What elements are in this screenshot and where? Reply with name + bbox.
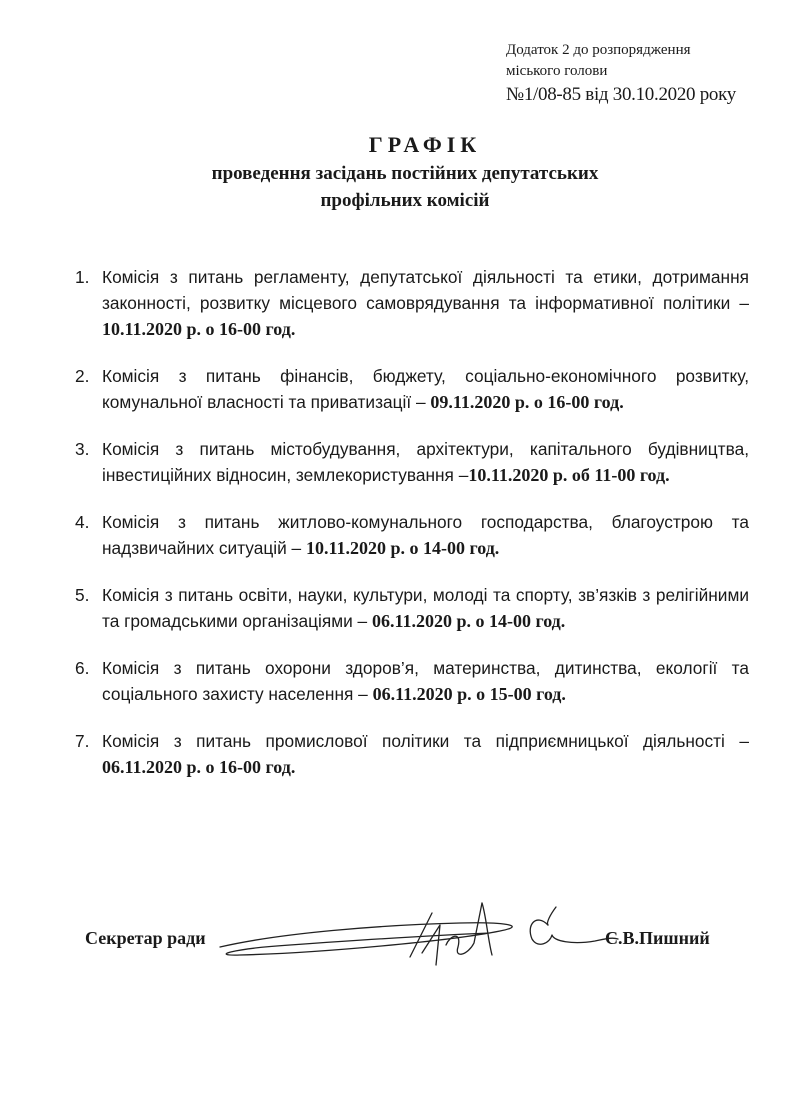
- list-item: [75, 728, 749, 780]
- commission-text: Комісія з питань промислової політики та підприємницької діяльності –: [102, 731, 749, 751]
- meeting-schedule: 09.11.2020 р. о 16-00 год.: [430, 392, 624, 412]
- commission-list: [75, 264, 749, 801]
- item-number: 1.: [75, 267, 90, 287]
- handwritten-signature: [200, 895, 620, 985]
- item-number: 4.: [75, 512, 90, 532]
- commission-text: Комісія з питань фінансів, бюджету, соціально-економічного розвитку, комунальної власності та приватизації –: [102, 366, 749, 412]
- list-item: [75, 264, 749, 342]
- commission-text: Комісія з питань охорони здоров’я, материнства, дитинства, екології та соціального захисту населення –: [102, 658, 749, 704]
- meeting-schedule: 10.11.2020 р. об 11-00 год.: [468, 465, 670, 485]
- list-item: [75, 363, 749, 415]
- list-item: [75, 582, 749, 634]
- item-number: 2.: [75, 366, 90, 386]
- meeting-schedule: 06.11.2020 р. о 14-00 год.: [371, 611, 566, 631]
- commission-text: Комісія з питань житлово-комунального господарства, благоустрою та надзвичайних ситуацій –: [102, 512, 749, 558]
- annex-order-number: №1/08-85 від 30.10.2020 року: [506, 84, 736, 105]
- title-main: ГРАФІК: [368, 132, 482, 157]
- item-number: 6.: [75, 658, 90, 678]
- item-number: 7.: [75, 731, 90, 751]
- annex-reference: [506, 40, 736, 108]
- list-item: [75, 509, 749, 561]
- commission-text: Комісія з питань містобудування, архітектури, капітального будівництва, інвестиційних відносин, землекористування –: [102, 439, 749, 485]
- annex-line-2: міського голови: [506, 63, 608, 79]
- document-title: [0, 130, 800, 214]
- signatory-name: С.В.Пишний: [605, 928, 710, 948]
- meeting-schedule: 10.11.2020 р. о 16-00 год.: [102, 319, 296, 339]
- item-number: 3.: [75, 439, 90, 459]
- meeting-schedule: 10.11.2020 р. о 14-00 год.: [305, 538, 500, 558]
- list-item: [75, 436, 749, 488]
- list-item: [75, 655, 749, 707]
- item-number: 5.: [75, 585, 90, 605]
- title-subtitle-line-1: проведення засідань постійних депутатських: [211, 163, 599, 184]
- signatory-role: Секретар ради: [85, 928, 206, 948]
- title-subtitle-line-2: профільних комісій: [320, 190, 490, 211]
- annex-line-1: Додаток 2 до розпорядження: [506, 42, 691, 58]
- commission-text: Комісія з питань освіти, науки, культури, молоді та спорту, зв’язків з релігійними та громадськими організаціями –: [102, 585, 749, 631]
- meeting-schedule: 06.11.2020 р. о 16-00 год.: [102, 757, 296, 777]
- meeting-schedule: 06.11.2020 р. о 15-00 год.: [372, 684, 566, 704]
- commission-text: Комісія з питань регламенту, депутатської діяльності та етики, дотримання законності, розвитку місцевого самоврядування та інформативної політики –: [102, 267, 749, 313]
